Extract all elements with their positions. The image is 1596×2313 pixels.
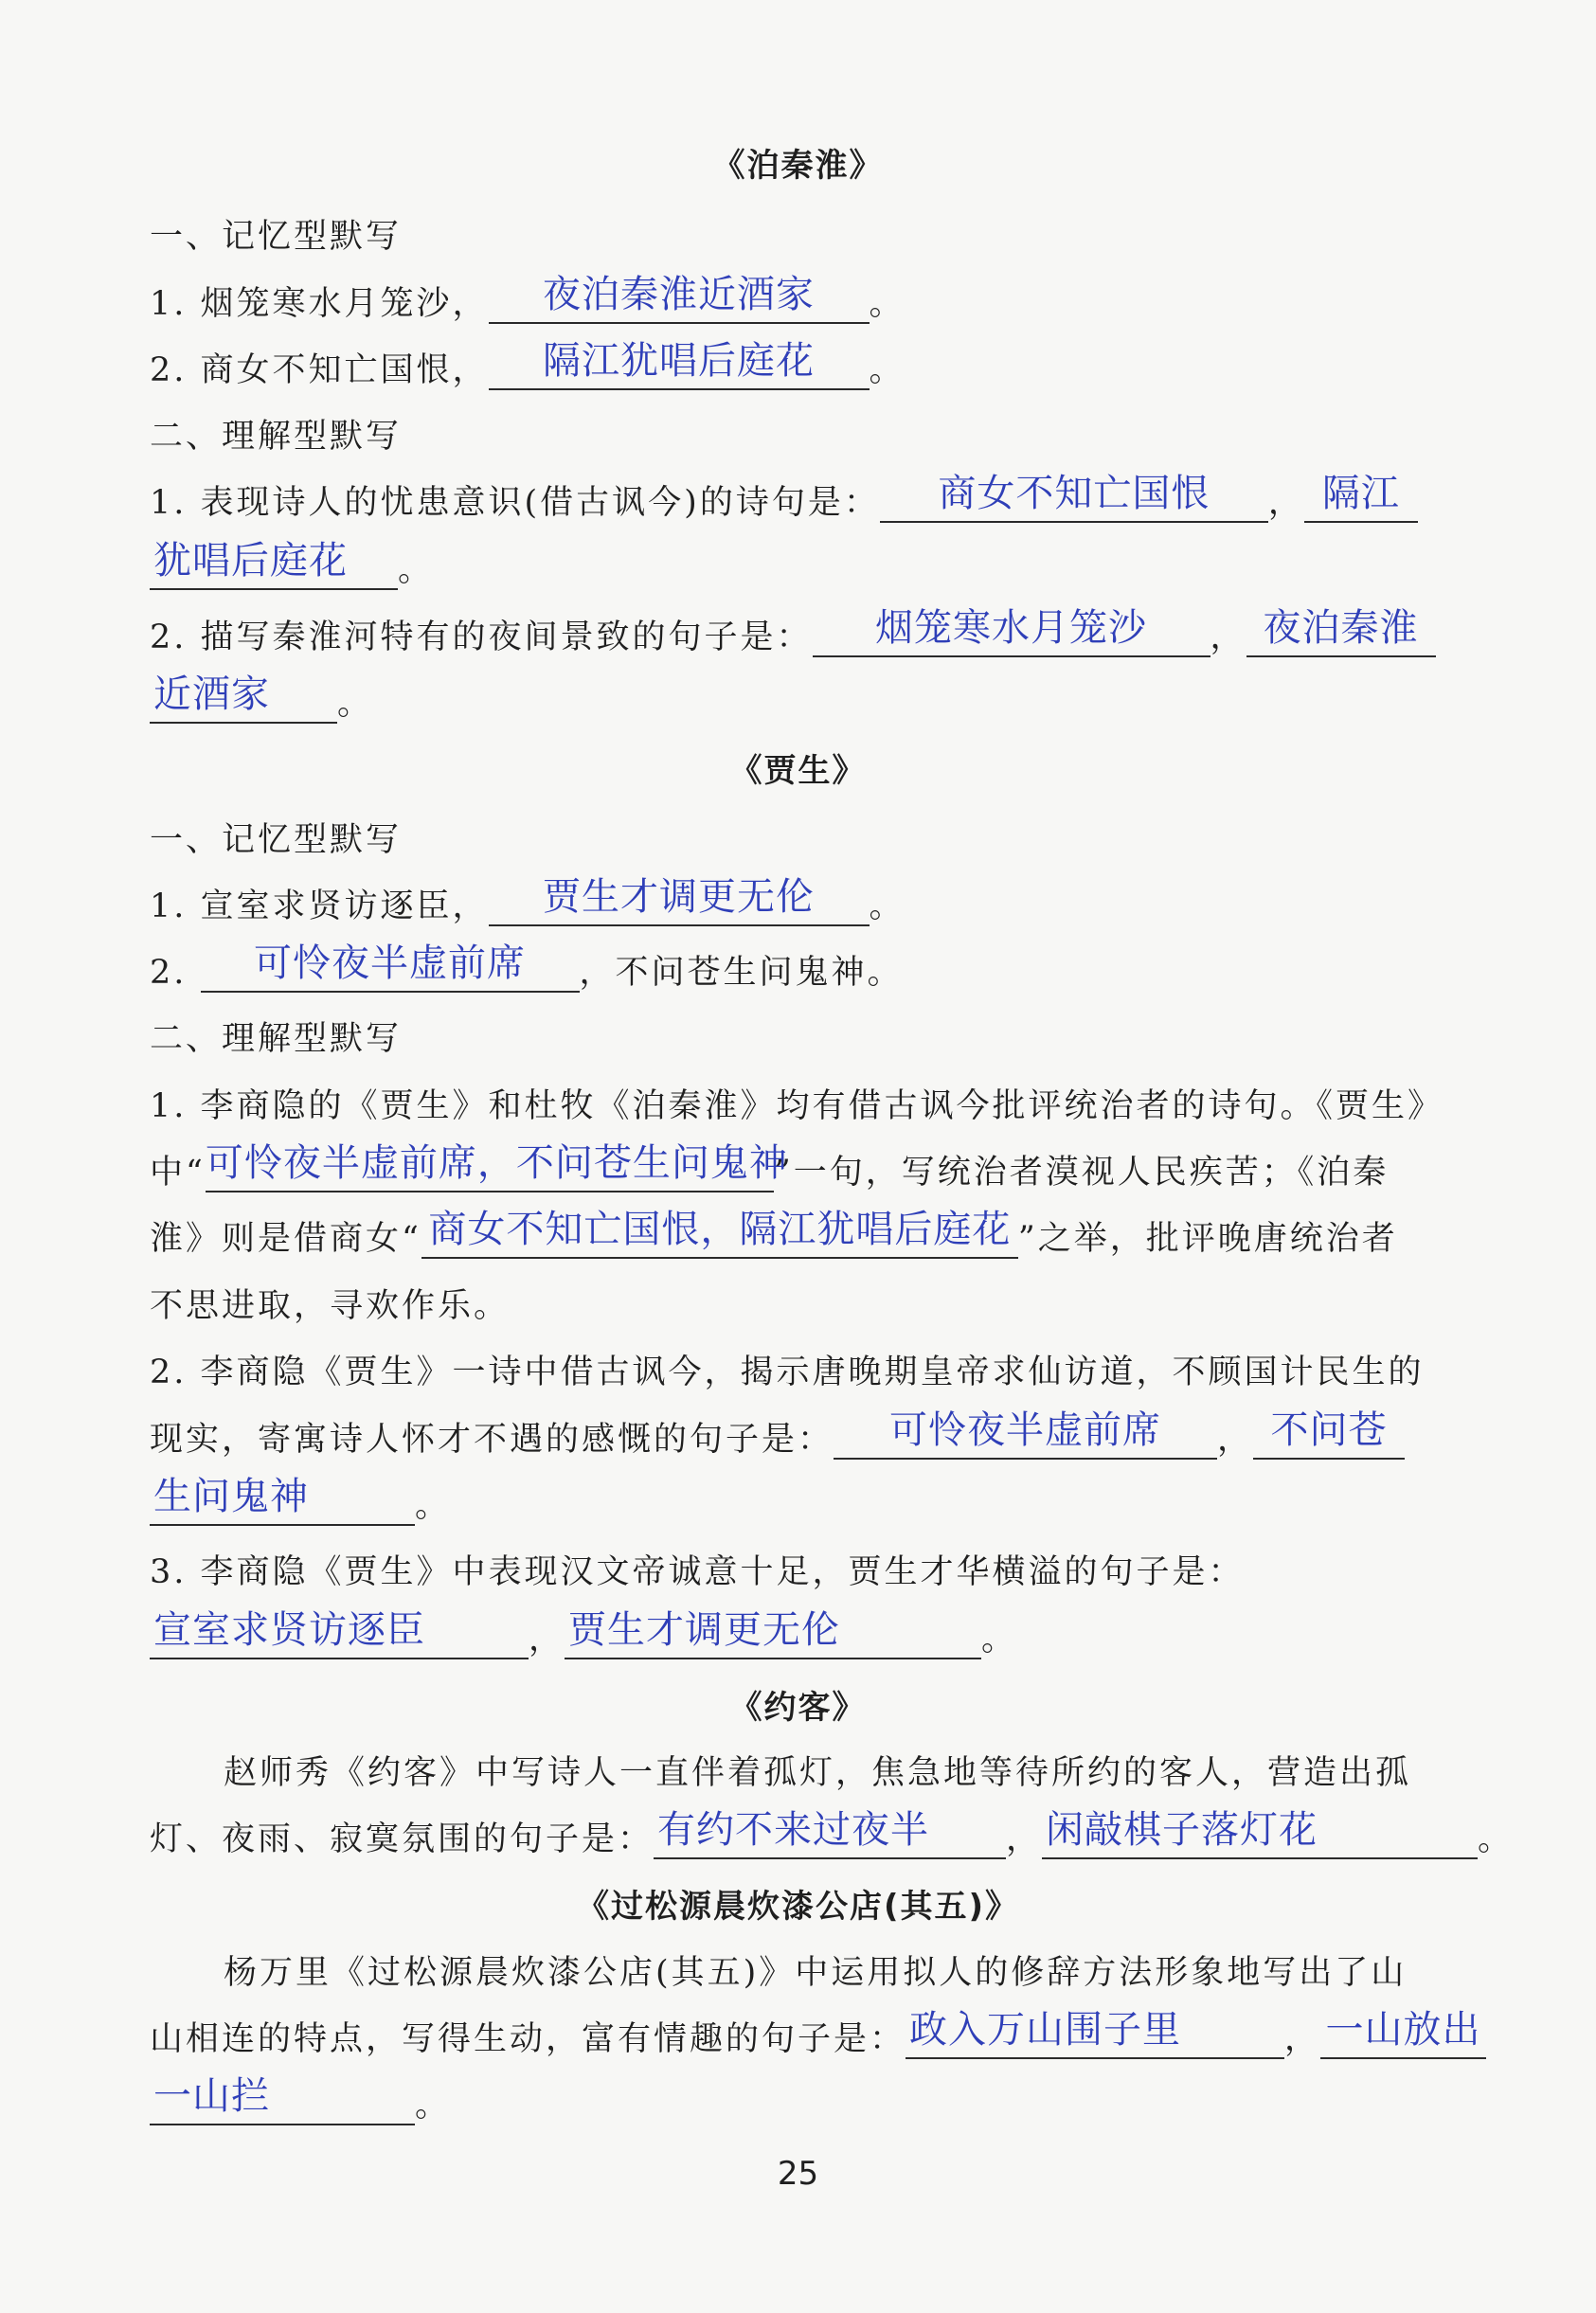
question-text: 淮》则是借商女“ [150, 1220, 421, 1258]
handwritten-answer: 贾生才调更无伦 [543, 875, 816, 919]
answer-blank[interactable] [880, 472, 1268, 523]
answer-blank[interactable] [150, 1608, 529, 1659]
handwritten-answer: 烟笼寒水月笼沙 [875, 606, 1148, 650]
handwritten-answer: 商女不知亡国恨 [938, 472, 1210, 515]
answer-blank[interactable] [813, 606, 1210, 657]
question-text: 1. 李商隐的《贾生》和杜牧《泊秦淮》均有借古讽今批评统治者的诗句。《贾生》 [150, 1087, 1444, 1125]
question-row [150, 941, 904, 994]
question-end: 。 [398, 551, 435, 589]
answer-blank[interactable] [205, 1141, 788, 1192]
section-title-yue-ke: 《约客》 [729, 1689, 867, 1727]
handwritten-answer: 夜泊秦淮 [1263, 606, 1419, 650]
handwritten-answer: 可怜夜半虚前席 [254, 941, 527, 985]
separator: ， [1284, 2020, 1321, 2058]
handwritten-answer: 不问苍 [1270, 1408, 1388, 1452]
answer-blank[interactable] [489, 875, 870, 926]
heading-understanding: 二、理解型默写 [150, 1020, 403, 1058]
question-text: 赵师秀《约客》中写诗人一直伴着孤灯，焦急地等待所约的客人，营造出孤 [224, 1754, 1412, 1792]
answer-blank[interactable] [1304, 472, 1418, 523]
question-text: 2. 李商隐《贾生》一诗中借古讽今，揭示唐晚期皇帝求仙访道，不顾国计民生的 [150, 1354, 1425, 1391]
heading-memory: 一、记忆型默写 [150, 218, 403, 256]
handwritten-answer: 贾生才调更无伦 [568, 1608, 841, 1652]
answer-blank[interactable] [1042, 1808, 1478, 1859]
handwritten-answer: 一山拦 [153, 2074, 270, 2118]
handwritten-answer: 闲敲棋子落灯花 [1046, 1808, 1318, 1852]
question-end: 。 [869, 888, 906, 925]
page-number: 25 [777, 2155, 819, 2193]
answer-blank[interactable] [201, 941, 580, 993]
section-title-bo-qin-huai: 《泊秦淮》 [712, 147, 884, 185]
handwritten-answer: 可怜夜半虚前席 [889, 1408, 1162, 1452]
handwritten-answer: 有约不来过夜半 [657, 1808, 930, 1852]
question-end: 。 [981, 1621, 1018, 1659]
handwritten-answer: 隔江 [1321, 472, 1400, 515]
answer-blank[interactable] [1246, 606, 1436, 657]
question-row-continued [150, 1475, 452, 1527]
separator: ， [1217, 1421, 1254, 1459]
handwritten-answer: 犹唱后庭花 [153, 539, 348, 583]
handwritten-answer: 夜泊秦淮近酒家 [543, 273, 816, 316]
handwritten-answer: 近酒家 [153, 672, 270, 716]
question-row [150, 606, 1436, 658]
handwritten-answer: 政入万山围子里 [909, 2008, 1182, 2052]
heading-understanding: 二、理解型默写 [150, 418, 403, 456]
question-text: 现实，寄寓诗人怀才不遇的感慨的句子是： [150, 1421, 834, 1459]
answer-blank[interactable] [906, 2008, 1284, 2059]
handwritten-answer: 生问鬼神 [153, 1475, 309, 1518]
question-text: 2. 商女不知亡国恨， [150, 351, 489, 389]
handwritten-answer: 宣室求贤访逐臣 [153, 1608, 425, 1652]
question-text: 山相连的特点，写得生动，富有情趣的句子是： [150, 2020, 906, 2058]
question-text: 灯、夜雨、寂寞氛围的句子是： [150, 1820, 655, 1858]
question-row [150, 1408, 1405, 1461]
separator: ， [1267, 484, 1304, 522]
answer-blank[interactable] [1253, 1408, 1405, 1460]
separator: ， [1006, 1820, 1043, 1858]
question-end: 。 [869, 285, 906, 323]
question-row [150, 1608, 1018, 1660]
answer-blank[interactable] [150, 2074, 415, 2125]
handwritten-answer: 隔江犹唱后庭花 [543, 339, 816, 383]
question-text: 1. 宣室求贤访逐臣， [150, 888, 489, 925]
question-end: 。 [1478, 1820, 1515, 1858]
answer-blank[interactable] [489, 339, 870, 390]
question-text: 1. 表现诗人的忧患意识(借古讽今)的诗句是： [150, 484, 880, 522]
handwritten-answer: 一山放出 [1325, 2008, 1481, 2052]
answer-blank[interactable] [834, 1408, 1217, 1460]
answer-blank[interactable] [489, 273, 870, 324]
heading-memory: 一、记忆型默写 [150, 821, 403, 859]
question-end: 。 [415, 2087, 452, 2125]
section-title-guo-song-yuan: 《过松源晨炊漆公店(其五)》 [576, 1888, 1020, 1926]
question-end: ，不问苍生问鬼神。 [579, 954, 904, 992]
question-text: 2. 描写秦淮河特有的夜间景致的句子是： [150, 619, 813, 656]
separator: ， [1210, 619, 1246, 656]
question-text: 3. 李商隐《贾生》中表现汉文帝诚意十足，贾生才华横溢的句子是： [150, 1553, 1245, 1591]
question-text: ”一句，写统治者漠视人民疾苦；《泊秦 [773, 1154, 1390, 1192]
question-row [150, 1808, 1515, 1860]
question-text: 中“ [150, 1154, 206, 1192]
question-end: 。 [415, 1487, 452, 1525]
question-row [150, 1208, 1398, 1260]
question-row-continued [150, 672, 374, 725]
question-text: 杨万里《过松源晨炊漆公店(其五)》中运用拟人的修辞方法形象地写出了山 [224, 1954, 1408, 1992]
question-text: 2. [150, 954, 201, 992]
question-end: 。 [337, 685, 374, 723]
answer-blank[interactable] [150, 539, 398, 590]
question-row [150, 1141, 1390, 1193]
question-row [150, 2008, 1486, 2060]
question-row-continued [150, 2074, 452, 2126]
question-row [150, 472, 1418, 524]
question-text: ”之举，批评晚唐统治者 [1017, 1220, 1398, 1258]
question-text: 不思进取，寻欢作乐。 [150, 1287, 511, 1325]
question-row-continued [150, 539, 435, 591]
answer-blank[interactable] [565, 1608, 981, 1659]
handwritten-answer: 商女不知亡国恨，隔江犹唱后庭花 [428, 1208, 1012, 1251]
answer-blank[interactable] [1320, 2008, 1486, 2059]
question-end: 。 [869, 351, 906, 389]
section-title-jia-sheng: 《贾生》 [729, 752, 867, 790]
answer-blank[interactable] [421, 1208, 1018, 1259]
question-text: 1. 烟笼寒水月笼沙， [150, 285, 489, 323]
question-row [150, 273, 906, 325]
question-row [150, 339, 906, 391]
handwritten-answer: 可怜夜半虚前席，不问苍生问鬼神 [205, 1141, 788, 1185]
separator: ， [529, 1621, 565, 1659]
answer-blank[interactable] [654, 1808, 1006, 1859]
answer-blank[interactable] [150, 672, 337, 724]
question-row [150, 875, 906, 927]
answer-blank[interactable] [150, 1475, 415, 1526]
